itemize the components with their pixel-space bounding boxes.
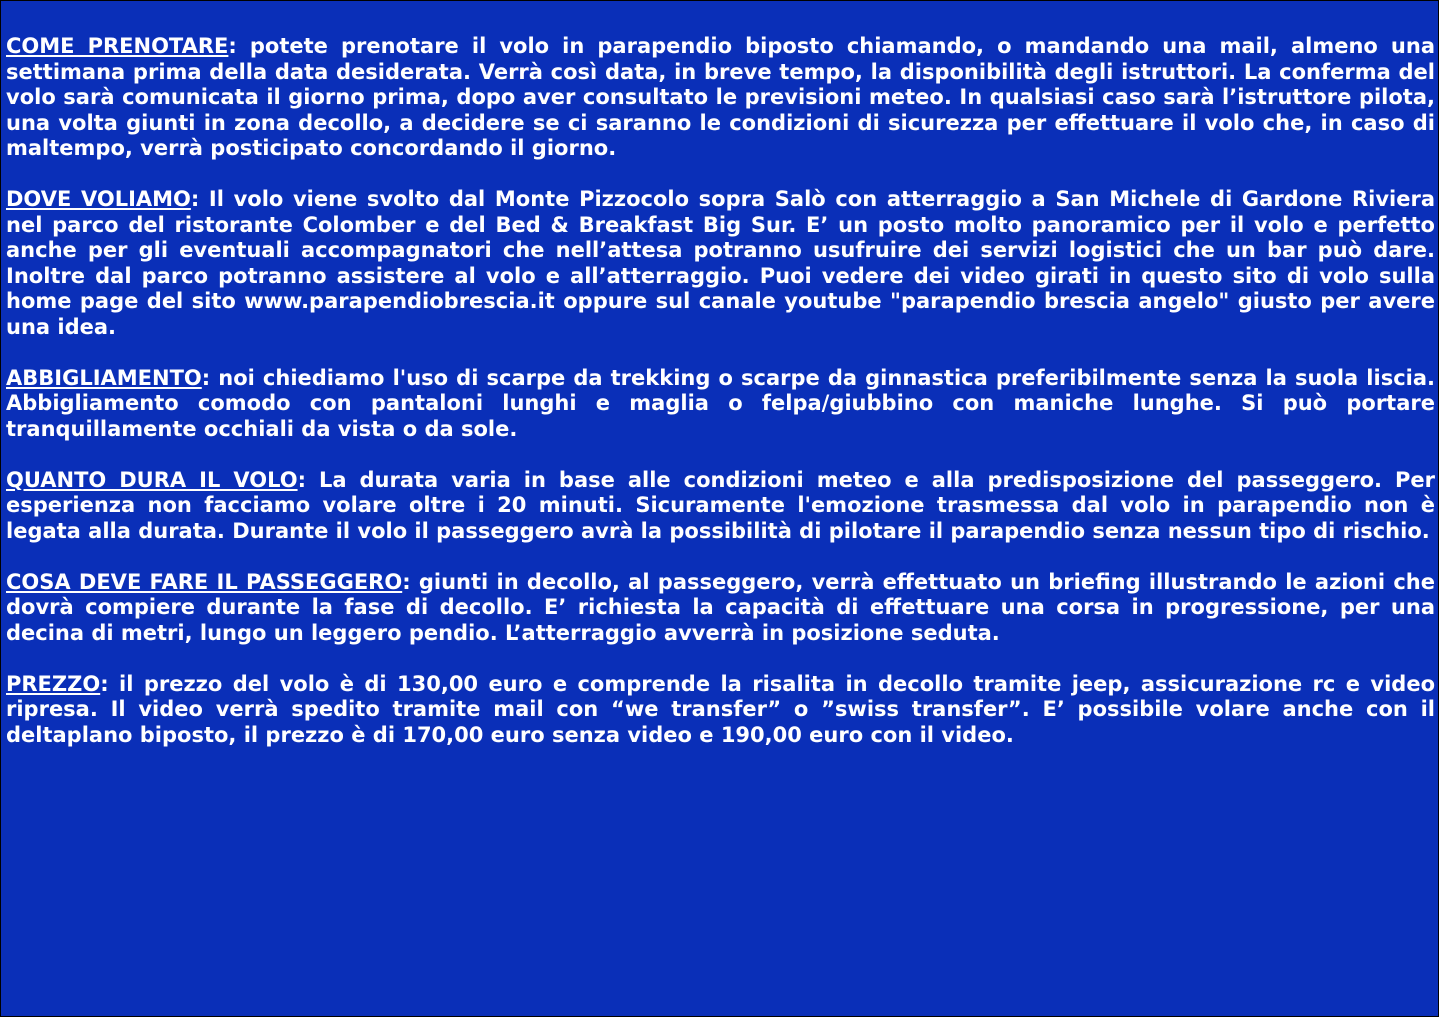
section-body: : Il volo viene svolto dal Monte Pizzocolo sopra Salò con atterraggio a San Michele di Gardone Riviera nel parco del ristorante Colomber e del Bed & Breakfast Big Sur. E’ un posto molto panoramico per il volo e perfetto anche per gli eventuali accompagnatori che nell’attesa potranno usufruire dei servizi logistici che un bar può dare. Inoltre dal parco potranno assistere al volo e all’atterraggio. Puoi vedere dei video girati in questo sito di volo sulla home page del sito www.parapendiobrescia.it oppure sul canale youtube "parapendio brescia angelo" giusto per avere una idea. — [6, 187, 1435, 339]
section-dove-voliamo — [6, 187, 1435, 340]
section-body: : noi chiediamo l'uso di scarpe da trekking o scarpe da ginnastica preferibilmente senza la suola liscia. Abbigliamento comodo con pantaloni lunghi e maglia o felpa/giubbino con maniche lunghe. Si può portare tranquillamente occhiali da vista o da sole. — [6, 365, 1435, 441]
section-body: : La durata varia in base alle condizioni meteo e alla predisposizione del passeggero. Per esperienza non facciamo volare oltre i 20 minuti. Sicuramente l'emozione trasmessa dal volo in parapendio non è legata alla durata. Durante il volo il passeggero avrà la possibilità di pilotare il parapendio senza nessun tipo di rischio. — [6, 467, 1435, 543]
section-body: : giunti in decollo, al passeggero, verrà effettuato un briefing illustrando le azioni che dovrà compiere durante la fase di decollo. E’ richiesta la capacità di effettuare una corsa in progressione, per una decina di metri, lungo un leggero pendio. L’atterraggio avverrà in posizione seduta. — [6, 569, 1435, 645]
section-prezzo — [6, 672, 1435, 749]
section-cosa-deve-fare — [6, 570, 1435, 647]
section-heading: COME PRENOTARE — [6, 34, 229, 58]
section-abbigliamento — [6, 366, 1435, 443]
section-quanto-dura — [6, 468, 1435, 545]
section-come-prenotare — [6, 34, 1435, 162]
section-heading: COSA DEVE FARE IL PASSEGGERO — [6, 569, 403, 594]
section-heading: QUANTO DURA IL VOLO — [6, 467, 298, 492]
section-body: : il prezzo del volo è di 130,00 euro e comprende la risalita in decollo tramite jeep, assicurazione rc e video ripresa. Il video verrà spedito tramite mail con “we transfer” o ”swiss transfer”. E’ possibile volare anche con il deltaplano biposto, il prezzo è di 170,00 euro senza video e 190,00 euro con il video. — [6, 671, 1435, 747]
info-content — [6, 34, 1435, 774]
section-heading: DOVE VOLIAMO — [6, 187, 191, 211]
section-heading: PREZZO — [6, 671, 101, 696]
section-body: : potete prenotare il volo in parapendio biposto chiamando, o mandando una mail, almeno una settimana prima della data desiderata. Verrà così data, in breve tempo, la disponibilità degli istruttori. La conferma del volo sarà comunicata il giorno prima, dopo aver consultato le previsioni meteo. In qualsiasi caso sarà l’istruttore pilota, una volta giunti in zona decollo, a decidere se ci saranno le condizioni di sicurezza per effettuare il volo che, in caso di maltempo, verrà posticipato concordando il giorno. — [6, 34, 1435, 160]
section-heading: ABBIGLIAMENTO — [6, 365, 202, 390]
